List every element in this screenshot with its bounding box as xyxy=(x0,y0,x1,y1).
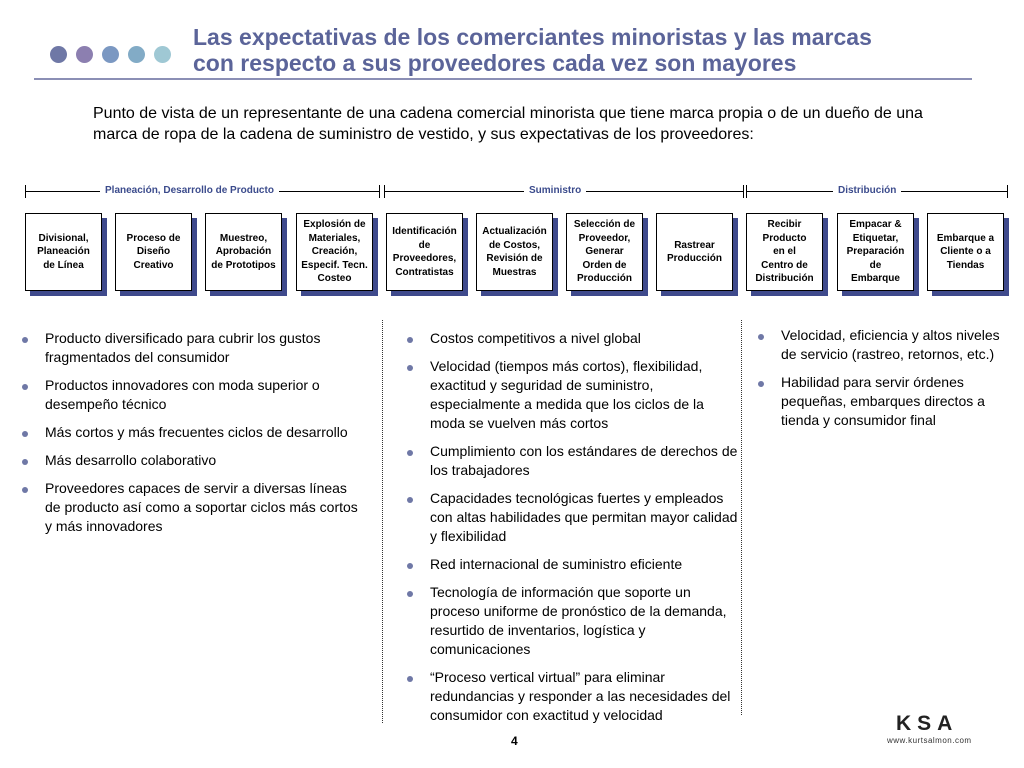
list-item xyxy=(405,357,742,433)
list-item xyxy=(405,555,742,574)
list-item-text: Productos innovadores con moda superior o desempeño técnico xyxy=(45,377,320,412)
bullet-icon xyxy=(22,337,28,343)
process-step xyxy=(656,213,733,291)
bullet-icon xyxy=(407,365,413,371)
list-item-text: Más cortos y más frecuentes ciclos de desarrollo xyxy=(45,424,348,440)
intro-paragraph: Punto de vista de un representante de una cadena comercial minorista que tiene marca propia o de un dueño de una marca de ropa de la cadena de suministro de vestido, y sus expectativas de los proveedores: xyxy=(93,105,923,143)
phase-label-supply: Suministro xyxy=(524,184,586,197)
process-step xyxy=(927,213,1004,291)
list-item xyxy=(405,489,742,546)
list-item-text: Producto diversificado para cubrir los gustos fragmentados del consumidor xyxy=(45,330,321,365)
process-step-label: Selección de Proveedor, Generar Orden de Producción xyxy=(573,219,636,285)
list-item-text: “Proceso vertical virtual” para eliminar redundancias y responder a las necesidades del consumidor con exactitud y velocidad xyxy=(430,669,731,723)
list-item xyxy=(20,376,365,414)
ksa-logo: KSA xyxy=(896,712,959,735)
title-divider xyxy=(34,78,972,80)
process-step xyxy=(205,213,282,291)
list-item xyxy=(405,668,742,725)
dot-icon xyxy=(102,46,119,63)
process-step-label: Proceso de Diseño Creativo xyxy=(126,232,181,271)
bullet-icon xyxy=(22,384,28,390)
list-item-text: Más desarrollo colaborativo xyxy=(45,452,217,468)
phase-label-distribution: Distribución xyxy=(833,184,901,197)
process-step-label: Muestreo, Aprobación de Prototipos xyxy=(211,232,276,271)
list-item-text: Cumplimiento con los estándares de derechos de los trabajadores xyxy=(430,443,738,478)
bullet-icon xyxy=(407,676,413,682)
process-step-label: Rastrear Producción xyxy=(666,239,722,264)
list-item xyxy=(20,479,365,536)
process-step-label: Recibir Producto en el Centro de Distribución xyxy=(755,219,814,285)
phase-supply xyxy=(384,184,744,198)
list-item-text: Costos competitivos a nivel global xyxy=(430,330,641,346)
list-item-text: Habilidad para servir órdenes pequeñas, embarques directos a tienda y consumidor final xyxy=(781,374,985,428)
list-item xyxy=(756,326,1014,364)
bullet-icon xyxy=(22,487,28,493)
process-step-label: Explosión de Materiales, Creación, Especif. Tecn. Costeo xyxy=(301,219,368,285)
expectations-planning-list xyxy=(20,329,365,545)
column-divider xyxy=(382,320,383,723)
list-item-text: Proveedores capaces de servir a diversas líneas de producto así como a soportar ciclos más cortos y más innovadores xyxy=(45,480,358,534)
list-item xyxy=(405,442,742,480)
expectations-supply-list xyxy=(405,329,742,734)
dot-icon xyxy=(128,46,145,63)
process-step xyxy=(25,213,102,291)
bullet-icon xyxy=(407,337,413,343)
ksa-website: www.kurtsalmon.com xyxy=(887,736,972,745)
process-step-label: Divisional, Planeación de Línea xyxy=(37,232,90,271)
process-step-label: Identificación de Proveedores, Contratistas xyxy=(392,226,457,278)
page-number: 4 xyxy=(511,734,518,748)
list-item xyxy=(756,373,1014,430)
bullet-icon xyxy=(407,591,413,597)
process-step xyxy=(476,213,553,291)
process-step xyxy=(837,213,914,291)
process-step-label: Actualización de Costos, Revisión de Muestras xyxy=(482,226,547,278)
list-item xyxy=(405,583,742,659)
process-step-label: Embarque a Cliente o a Tiendas xyxy=(936,232,995,271)
phase-distribution xyxy=(746,184,1008,198)
bullet-icon xyxy=(22,431,28,437)
slide-title-line-1: Las expectativas de los comerciantes minoristas y las marcas xyxy=(193,24,872,50)
list-item xyxy=(20,329,365,367)
list-item-text: Velocidad (tiempos más cortos), flexibilidad, exactitud y seguridad de suministro, especialmente a medida que los ciclos de la moda se vuelven más cortos xyxy=(430,358,704,431)
process-step xyxy=(115,213,192,291)
phase-planning xyxy=(25,184,380,198)
bullet-icon xyxy=(407,563,413,569)
bullet-icon xyxy=(758,381,764,387)
list-item-text: Velocidad, eficiencia y altos niveles de servicio (rastreo, retornos, etc.) xyxy=(781,327,1000,362)
list-item xyxy=(20,451,365,470)
process-step-label: Empacar & Etiquetar, Preparación de Embarque xyxy=(846,219,905,285)
list-item-text: Red internacional de suministro eficiente xyxy=(430,556,683,572)
process-step xyxy=(296,213,373,291)
process-step xyxy=(746,213,823,291)
slide-title xyxy=(193,24,993,76)
list-item xyxy=(405,329,742,348)
dot-icon xyxy=(76,46,93,63)
bullet-icon xyxy=(22,459,28,465)
bullet-icon xyxy=(758,334,764,340)
list-item-text: Capacidades tecnológicas fuertes y empleados con altas habilidades que permitan mayor calidad y flexibilidad xyxy=(430,490,738,544)
process-step xyxy=(566,213,643,291)
dot-icon xyxy=(50,46,67,63)
list-item xyxy=(20,423,365,442)
process-step xyxy=(386,213,463,291)
dot-icon xyxy=(154,46,171,63)
phase-label-planning: Planeación, Desarrollo de Producto xyxy=(100,184,279,197)
slide-title-line-2: con respecto a sus proveedores cada vez son mayores xyxy=(193,50,797,76)
list-item-text: Tecnología de información que soporte un proceso uniforme de pronóstico de la demanda, resurtido de inventarios, logística y comunicaciones xyxy=(430,584,727,657)
bullet-icon xyxy=(407,497,413,503)
expectations-distribution-list xyxy=(756,326,1014,439)
bullet-icon xyxy=(407,450,413,456)
